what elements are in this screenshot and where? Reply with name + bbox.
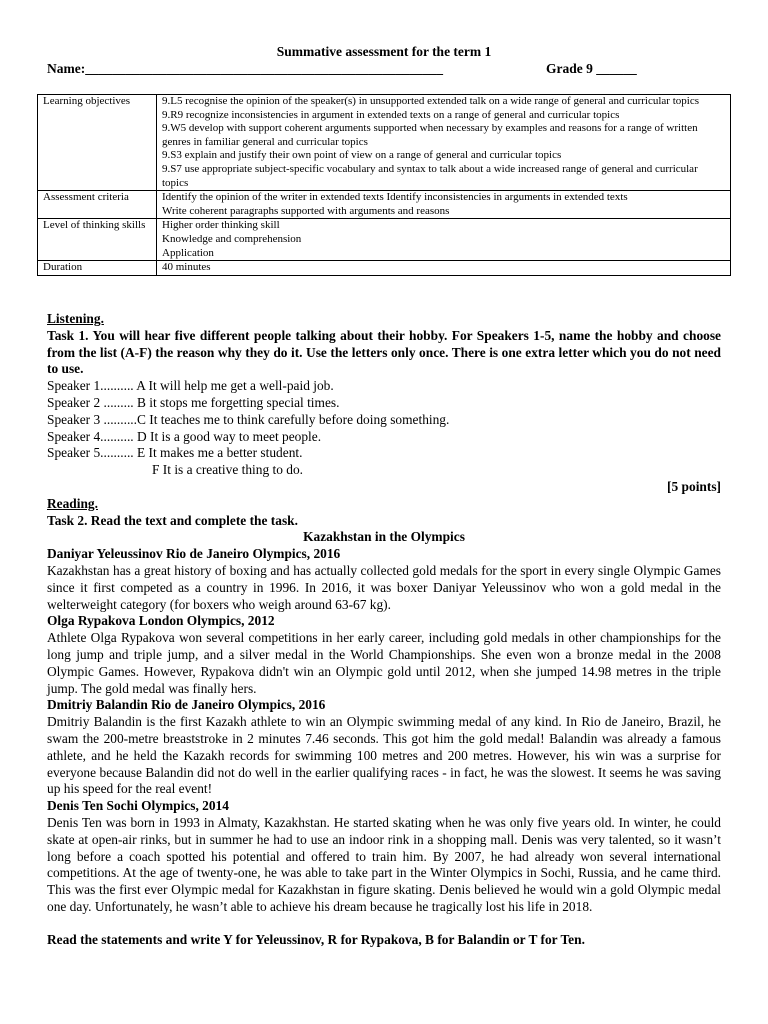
statements-instruction: Read the statements and write Y for Yeleussinov, R for Rypakova, B for Balandin or T for Ten.: [47, 932, 585, 948]
section-body: Athlete Olga Rypakova won several competitions in her early career, including gold medals in other championships for the long jump and triple jump, and a silver medal in the World Championships. She even won a bronze medal in the 2008 Olympic Games. However, Rypakova didn't win an Olympic gold until 2012, when she jumped 14.98 metres in the triple jump. The gold medal was finally hers.: [47, 630, 721, 696]
speaker-item: Speaker 4.......... D It is a good way to meet people.: [47, 428, 322, 444]
grade-field-line: Grade 9 ______: [546, 61, 637, 76]
row-label: Learning objectives: [38, 95, 157, 191]
row-content: [157, 191, 731, 219]
section-heading: Dmitriy Balandin Rio de Janeiro Olympics, 2016: [47, 697, 326, 713]
spacer: [47, 916, 721, 933]
table-row-assessment-criteria: [38, 191, 731, 219]
criteria-line: Write coherent paragraphs supported with arguments and reasons: [162, 204, 450, 217]
section-heading: Olga Rypakova London Olympics, 2012: [47, 613, 275, 629]
listening-heading: Listening.: [47, 311, 104, 326]
objective-line: 9.L5 recognise the opinion of the speaker(s) in unsupported extended talk on a wide range of general and curricular topics: [162, 95, 699, 107]
reading-task: Task 2. Read the text and complete the task.: [47, 512, 298, 528]
objective-line: 9.R9 recognize inconsistencies in argument in extended texts on a range of general and curricular topics: [162, 108, 620, 121]
section-body: Kazakhstan has a great history of boxing and has actually collected gold medals for the sport in every single Olympic Games since it first competed as a country in 1996. In 2016, it was boxer Daniyar Yeleussinov who won a gold medal in the welterweight category (for boxers who weigh around 63-67 kg).: [47, 562, 721, 612]
row-content: [157, 95, 731, 191]
row-label: Level of thinking skills: [38, 219, 157, 261]
section-body: Dmitriy Balandin is the first Kazakh athlete to win an Olympic swimming medal of any kind. In Rio de Janeiro, Brazil, he swam the 200-metre breaststroke in 2 minutes 7.46 seconds. This got him the gold medal! Balandin was already a famous athlete, and he held the Kazakh records for swimming 100 metres and 200 metres. However, his win was a surprise for everyone because Balandin did not do well in the earlier qualifying races - in fact, he was the slowest. It seems he was saving up his speed for the real event!: [47, 714, 721, 797]
section-heading: Daniyar Yeleussinov Rio de Janeiro Olympics, 2016: [47, 546, 341, 562]
section-heading: Denis Ten Sochi Olympics, 2014: [47, 798, 229, 814]
objective-line: 9.S3 explain and justify their own point of view on a range of general and curricular topics: [162, 149, 562, 162]
speaker-item: Speaker 5.......... E It makes me a better student.: [47, 445, 303, 461]
page-title: Summative assessment for the term 1: [276, 44, 492, 59]
table-row-learning-objectives: [38, 95, 731, 191]
assessment-content: [47, 311, 721, 949]
points-label: [5 points]: [667, 478, 721, 494]
row-label: Assessment criteria: [38, 191, 157, 219]
row-content: [157, 219, 731, 261]
row-content: [157, 261, 731, 276]
objective-line: 9.W5 develop with support coherent arguments supported when necessary by examples and reasons for a range of written genres in familiar general and curricular topics: [162, 122, 698, 148]
objective-line: 9.S7 use appropriate subject-specific vocabulary and syntax to talk about a wide increased range of general and curricular topics: [162, 162, 698, 189]
extra-option: F It is a creative thing to do.: [152, 462, 303, 478]
table-row-duration: [38, 261, 731, 276]
criteria-line: Identify the opinion of the writer in extended texts Identify inconsistencies in arguments in extended texts: [162, 191, 628, 204]
reading-heading: Reading.: [47, 495, 98, 511]
skill-line: Higher order thinking skill: [162, 219, 280, 232]
speaker-item: Speaker 3 ..........C It teaches me to think carefully before doing something.: [47, 411, 450, 427]
name-field-line: Name:_____________________________________________________: [47, 61, 443, 76]
speaker-item: Speaker 1.......... A It will help me get a well-paid job.: [47, 378, 334, 394]
row-label: Duration: [38, 261, 157, 276]
duration-value: 40 minutes: [162, 261, 211, 274]
table-row-thinking-skills: [38, 219, 731, 261]
skill-line: Application: [162, 246, 214, 259]
objectives-table: [37, 94, 731, 276]
section-body: Denis Ten was born in 1993 in Almaty, Kazakhstan. He started skating when he was only five years old. In winter, he could skate at open-air rinks, but in summer he had to use an indoor rink in a shopping mall. Denis was very talented, so it wasn’t long before a coach spotted his potential and offered to train him. By 2007, he had already won several international competitions. At the age of twenty-one, he was able to take part in the Winter Olympics in Sochi, Russia, and he came third. This was the first ever Olympic medal for Kazakhstan in figure skating. Denis believed he would win a gold Olympic medal one day. Unfortunately, he wasn’t able to achieve his dream because he tragically lost his life in 2018.: [47, 814, 721, 914]
listening-task: Task 1. You will hear five different people talking about their hobby. For Speakers 1-5, name the hobby and choose from the list (A-F) the reason why they do it. Use the letters only once. There is one extra letter which you do not need to use.: [47, 327, 721, 377]
speaker-item: Speaker 2 ......... B it stops me forgetting special times.: [47, 394, 340, 410]
skill-line: Knowledge and comprehension: [162, 232, 302, 245]
reading-text-title: Kazakhstan in the Olympics: [303, 529, 465, 545]
